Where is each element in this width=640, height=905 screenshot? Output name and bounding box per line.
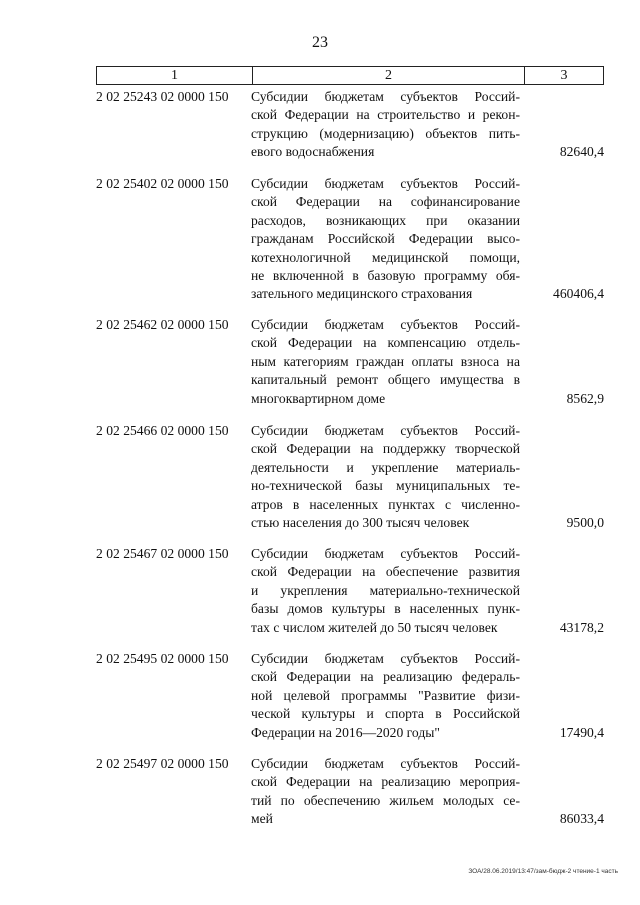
budget-code: 2 02 25466 02 0000 150	[96, 423, 229, 438]
amount-value: 82640,4	[559, 144, 604, 160]
table-row	[96, 316, 604, 408]
description-line: деятельности и укрепление материаль-	[251, 459, 520, 475]
page-number: 23	[312, 34, 328, 51]
budget-code: 2 02 25497 02 0000 150	[96, 756, 229, 771]
amount-value: 17490,4	[559, 724, 604, 740]
table-row	[96, 175, 604, 304]
header-col-1: 1	[97, 67, 253, 84]
description-line: котехнологичной медицинской помощи,	[251, 249, 520, 265]
table-row	[96, 755, 604, 829]
table-header	[96, 66, 604, 85]
header-col-3: 3	[560, 68, 568, 83]
description-line: ческой культуры и спорта в Российской	[251, 706, 520, 722]
amount-value: 9500,0	[566, 515, 604, 530]
description-line: капитальный ремонт общего имущества в	[251, 372, 520, 388]
description-line: и укрепления материально-технической	[251, 582, 520, 598]
description-line: атров в населенных пунктах с численно-	[251, 496, 520, 512]
amount-value: 460406,4	[553, 286, 604, 302]
table-row	[96, 650, 604, 742]
description-line: ской Федерации на реализацию федераль-	[251, 669, 520, 685]
amount-value: 86033,4	[559, 811, 604, 827]
description-line: гражданам Российской Федерации высо-	[251, 231, 520, 247]
description-line: тий по обеспечению жильем молодых се-	[251, 792, 520, 808]
budget-code: 2 02 25402 02 0000 150	[96, 176, 229, 191]
description-line: Федерации на 2016—2020 годы"	[251, 724, 440, 740]
description-line: ской Федерации на обеспечение развития	[251, 564, 520, 580]
description-line: ской Федерации на компенсацию отдель-	[251, 335, 520, 351]
amount-value: 8562,9	[566, 390, 604, 406]
budget-code: 2 02 25467 02 0000 150	[96, 546, 229, 561]
description-line: но-технической базы муниципальных те-	[251, 478, 520, 494]
description-line: евого водоснабжения	[251, 144, 375, 160]
description-line: Субсидии бюджетам субъектов Россий-	[251, 317, 520, 332]
row-description	[251, 175, 520, 304]
description-line: Субсидии бюджетам субъектов Россий-	[251, 176, 520, 191]
description-line: Субсидии бюджетам субъектов Россий-	[251, 651, 520, 666]
budget-code: 2 02 25243 02 0000 150	[96, 89, 229, 104]
description-line: зательного медицинского страхования	[251, 286, 473, 302]
budget-code: 2 02 25462 02 0000 150	[96, 317, 229, 332]
description-line: ной целевой программы "Развитие физи-	[251, 687, 520, 703]
table-row	[96, 545, 604, 637]
footer-note: ЗОА/28.06.2019/13:47/зам-бюдж-2 чтение-1 часть	[468, 868, 618, 875]
row-description	[251, 545, 520, 637]
description-line: стью населения до 300 тысяч человек	[251, 515, 470, 531]
amount-value: 43178,2	[559, 619, 604, 635]
description-line: мей	[251, 811, 273, 827]
description-line: не включенной в базовую программу обя-	[251, 268, 520, 284]
row-description	[251, 755, 520, 829]
budget-code: 2 02 25495 02 0000 150	[96, 651, 229, 666]
description-line: струкцию (модернизацию) объектов пить-	[251, 125, 520, 141]
description-line: ным категориям граждан оплаты взноса на	[251, 353, 520, 369]
description-line: ской Федерации на софинансирование	[251, 194, 520, 210]
description-line: Субсидии бюджетам субъектов Россий-	[251, 756, 520, 771]
row-description	[251, 316, 520, 408]
description-line: Субсидии бюджетам субъектов Россий-	[251, 423, 520, 438]
description-line: Субсидии бюджетам субъектов Россий-	[251, 89, 520, 104]
description-line: ской Федерации на строительство и рекон-	[251, 107, 520, 123]
description-line: тах с числом жителей до 50 тысяч человек	[251, 619, 498, 635]
table-row	[96, 422, 604, 532]
table-row	[96, 88, 604, 162]
description-line: ской Федерации на реализацию мероприя-	[251, 774, 520, 790]
header-col-2: 2	[253, 67, 525, 84]
description-line: базы домов культуры в населенных пунк-	[251, 601, 520, 617]
description-line: многоквартирном доме	[251, 390, 386, 406]
description-line: ской Федерации на поддержку творческой	[251, 441, 520, 457]
description-line: расходов, возникающих при оказании	[251, 212, 520, 228]
row-description	[251, 88, 520, 162]
row-description	[251, 422, 520, 532]
row-description	[251, 650, 520, 742]
description-line: Субсидии бюджетам субъектов Россий-	[251, 546, 520, 561]
